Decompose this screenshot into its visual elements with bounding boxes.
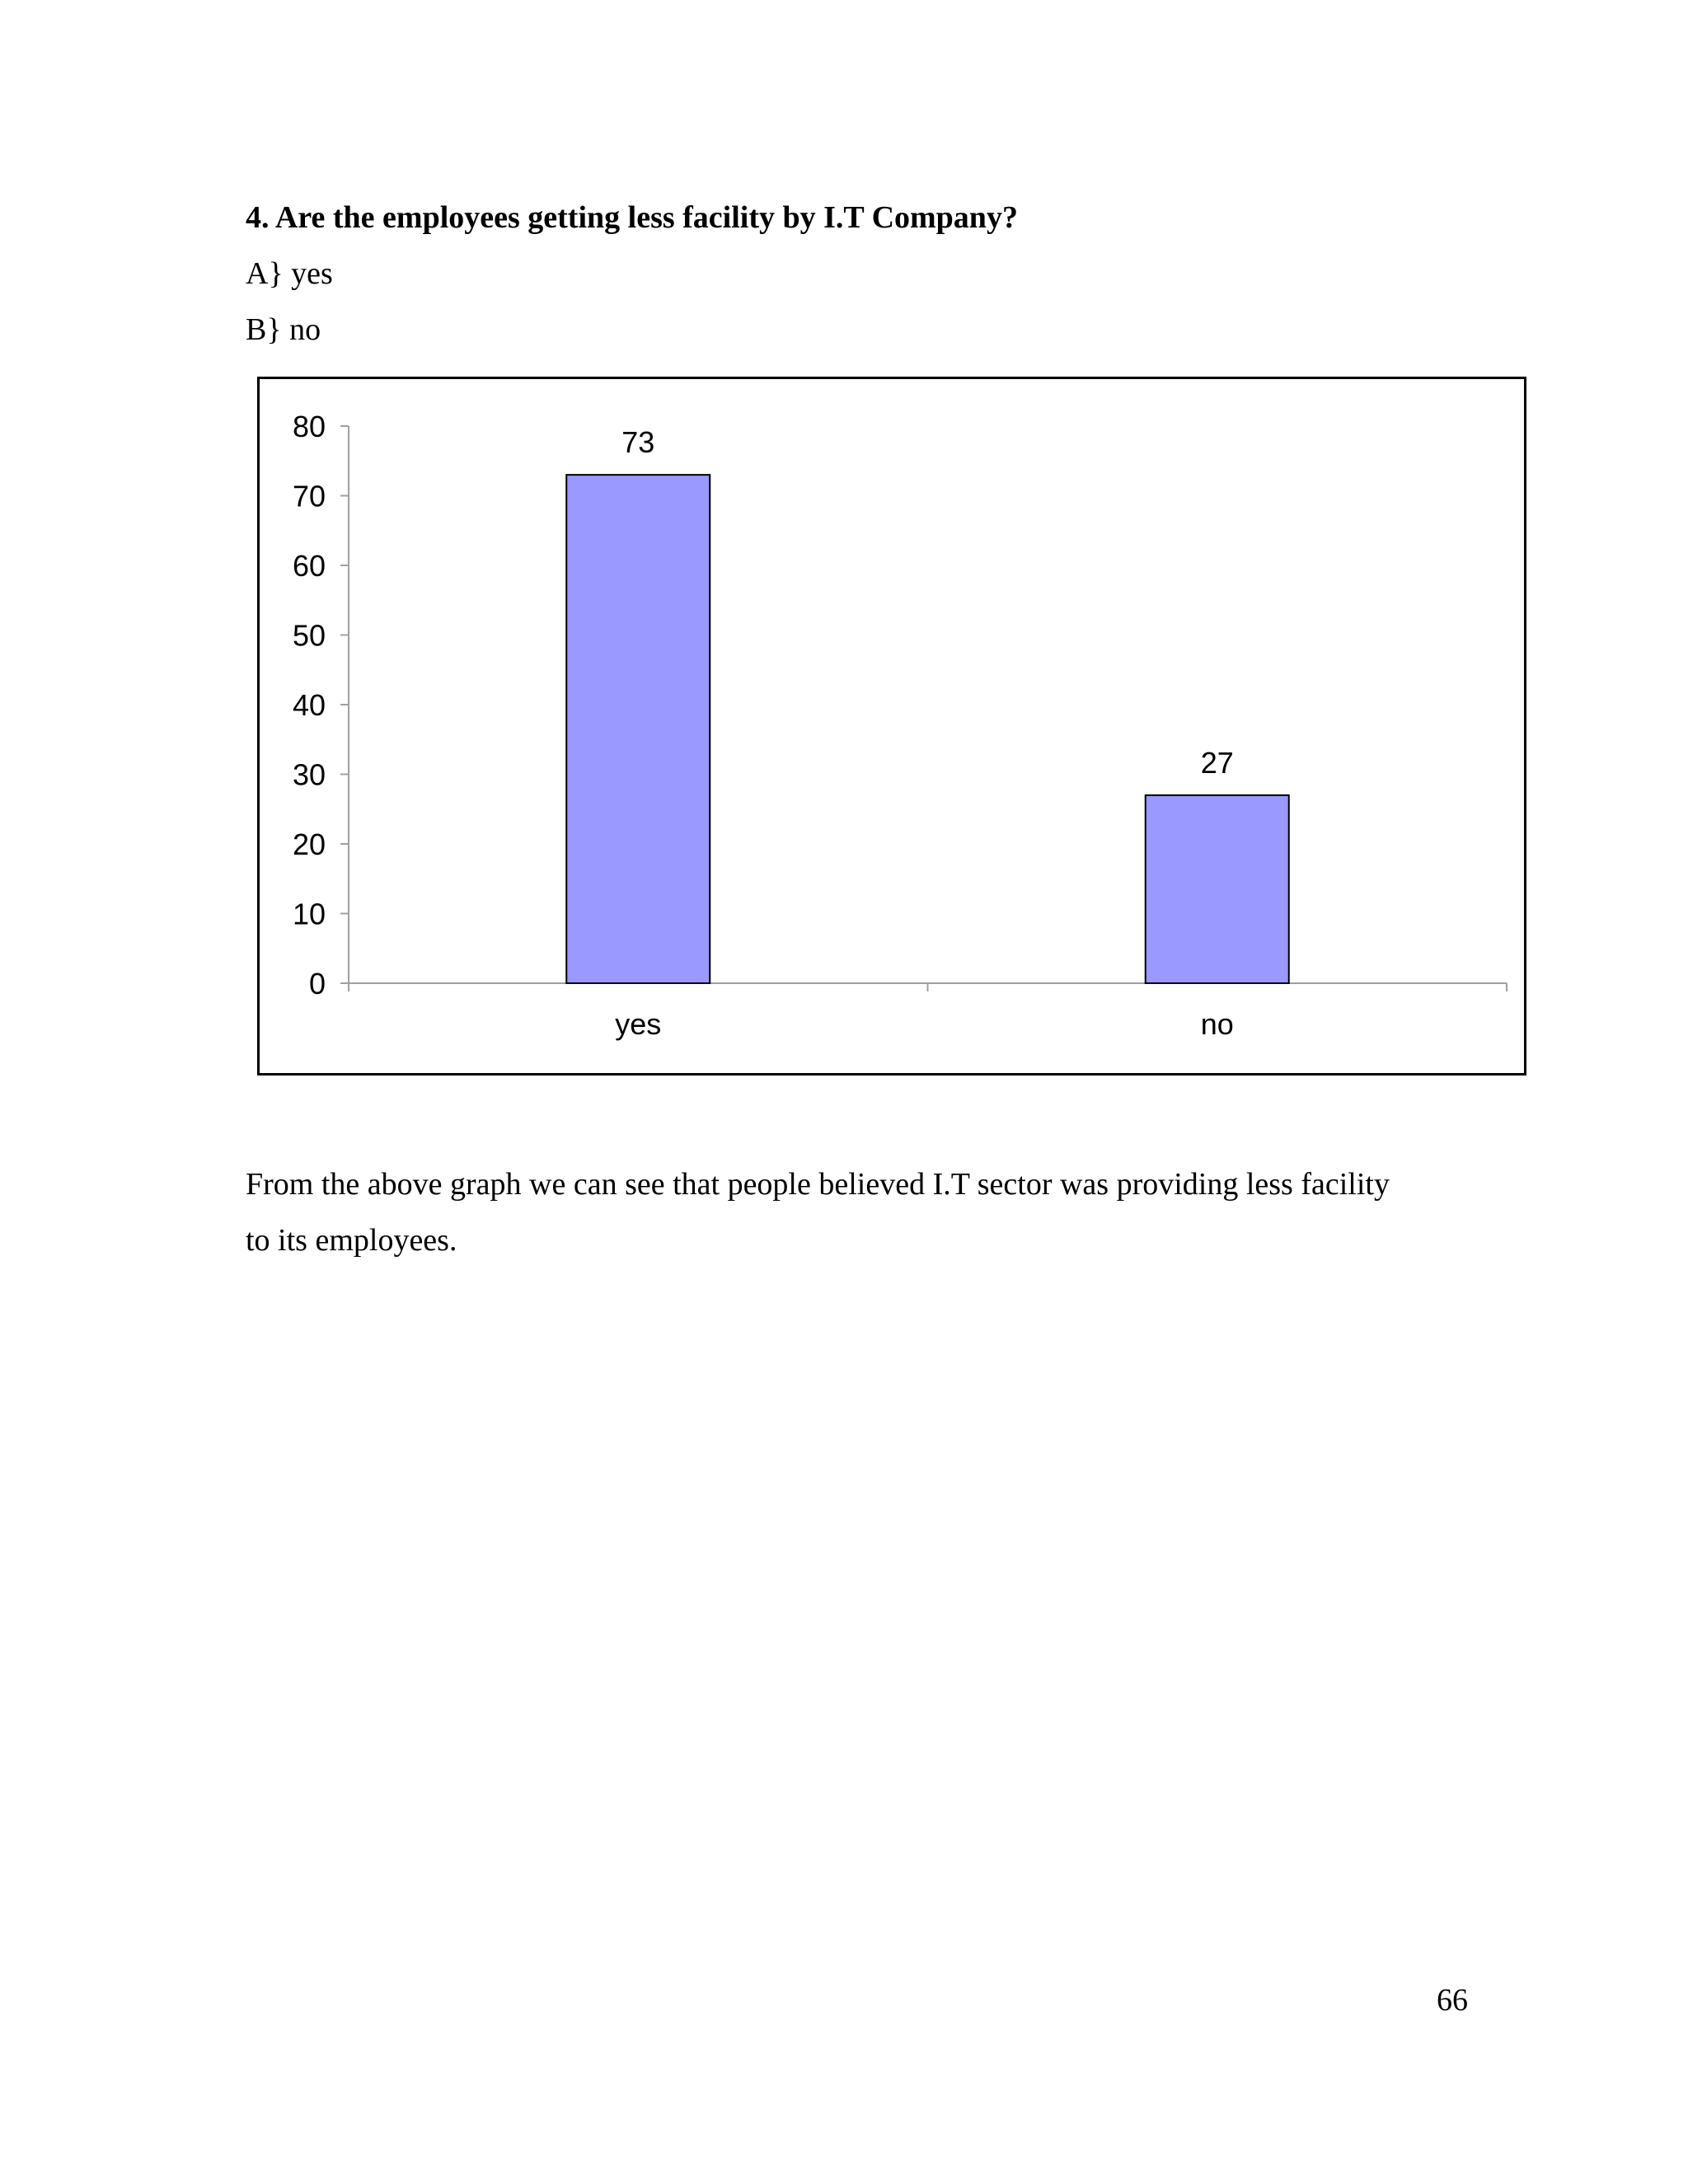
x-category-label: no <box>1200 1007 1234 1041</box>
y-tick-label: 50 <box>292 618 326 653</box>
y-tick-label: 20 <box>292 827 326 861</box>
y-axis <box>293 410 349 1001</box>
x-axis <box>349 983 1507 1041</box>
y-tick-label: 70 <box>292 479 326 513</box>
bar-yes <box>566 475 710 983</box>
bar-no <box>1146 795 1289 983</box>
y-tick-label: 30 <box>292 757 326 792</box>
question-title: 4. Are the employees getting less facility by I.T Company? <box>246 200 1018 235</box>
option-b: B} no <box>246 312 321 347</box>
option-a: A} yes <box>246 256 333 291</box>
data-labels <box>621 425 1234 780</box>
chart-frame <box>257 377 1526 1076</box>
page-number: 66 <box>1437 1983 1468 2018</box>
y-tick-label: 40 <box>292 688 326 722</box>
y-tick-label: 10 <box>292 897 326 931</box>
y-tick-label: 60 <box>292 549 326 583</box>
x-category-label: yes <box>615 1007 662 1041</box>
y-tick-label: 0 <box>308 967 326 1001</box>
data-label-no: 27 <box>1200 745 1234 780</box>
data-label-yes: 73 <box>621 425 655 460</box>
conclusion-line-2: to its employees. <box>246 1223 457 1258</box>
conclusion-line-1: From the above graph we can see that people believed I.T sector was providing less facility <box>246 1167 1390 1202</box>
bars <box>566 475 1289 983</box>
y-tick-label: 80 <box>292 410 326 443</box>
bar-chart <box>260 379 1524 1073</box>
